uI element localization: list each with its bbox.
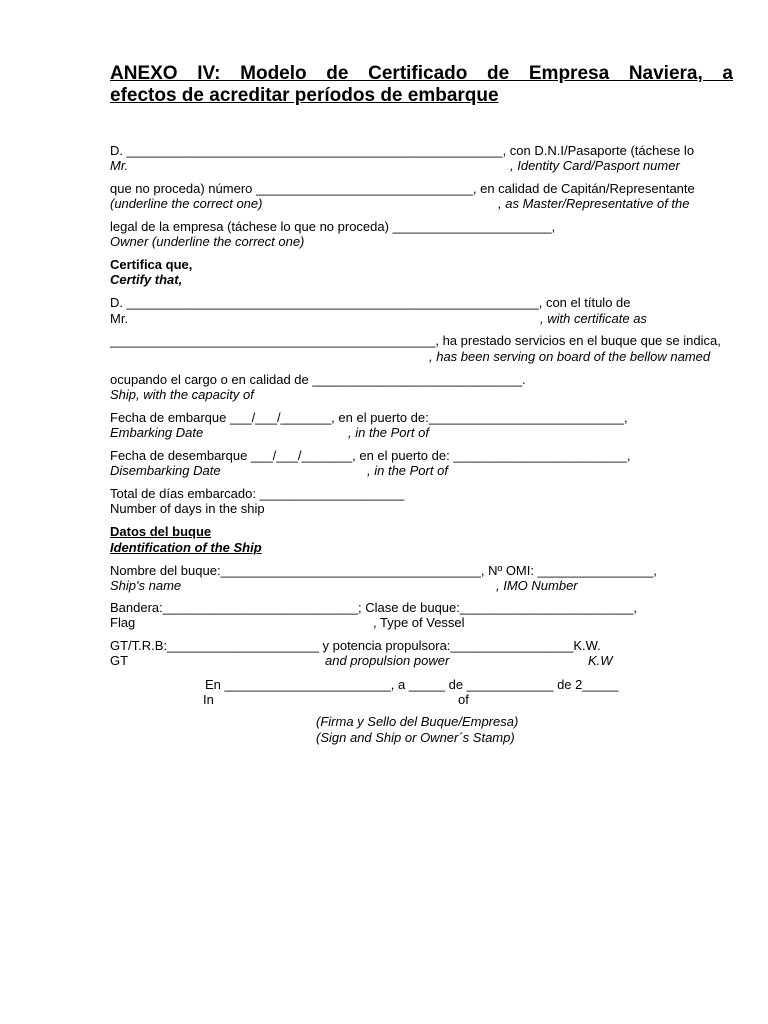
ship-identification-heading: Identification of the Ship: [110, 540, 262, 555]
field-type-english: , Type of Vessel: [373, 615, 465, 630]
field-cargo-spanish: ocupando el cargo o en calidad de _____________________________.: [110, 372, 526, 387]
field-total-dias: Total de días embarcado: ____________________: [110, 486, 405, 501]
field-disembarking-date-english: Disembarking Date: [110, 463, 221, 478]
field-servicios-spanish: _____________________________________________, ha prestado servicios en el buque que se indica,: [110, 333, 721, 348]
field-d-spanish: D. ____________________________________________________, con D.N.I/Pasaporte (táchese lo: [110, 143, 695, 158]
document-title-line-1: ANEXO IV: Modelo de Certificado de Empresa Naviera, a: [110, 63, 733, 84]
field-of-english: of: [458, 692, 469, 707]
field-en-fecha: En _______________________, a _____ de ____________ de 2_____: [205, 677, 619, 692]
field-capacity-english: Ship, with the capacity of: [110, 387, 254, 402]
field-master-english: , as Master/Representative of the: [498, 196, 690, 211]
field-id-english: , Identity Card/Pasport numer: [510, 158, 680, 173]
field-power-english: and propulsion power: [325, 653, 450, 668]
field-gt: GT/T.R.B:_____________________ y potencia propulsora:_________________K.W.: [110, 638, 601, 653]
field-gt-english: GT: [110, 653, 129, 668]
certifica-heading: Certifica que,: [110, 257, 193, 272]
field-serving-english: , has been serving on board of the bellow named: [429, 349, 711, 364]
field-in-english: In: [203, 692, 214, 707]
document-title-line-2: efectos de acreditar períodos de embarque: [110, 85, 499, 106]
field-kw-english: K.W: [588, 653, 613, 668]
field-underline-english: (underline the correct one): [110, 196, 263, 211]
field-embarking-port-english: , in the Port of: [348, 425, 429, 440]
signature-label-english: (Sign and Ship or Owner´s Stamp): [316, 730, 515, 745]
field-disembarking-port-english: , in the Port of: [367, 463, 448, 478]
field-ship-name-english: Ship's name: [110, 578, 182, 593]
field-bandera: Bandera:___________________________; Clase de buque:________________________,: [110, 600, 638, 615]
field-owner-english: Owner (underline the correct one): [110, 234, 305, 249]
field-fecha-embarque: Fecha de embarque ___/___/_______, en el puerto de:___________________________,: [110, 410, 628, 425]
field-flag-english: Flag: [110, 615, 136, 630]
field-certificate-english: , with certificate as: [540, 311, 647, 326]
field-mr-english: Mr.: [110, 158, 129, 173]
field-nombre-buque: Nombre del buque:____________________________________, Nº OMI: ________________,: [110, 563, 657, 578]
field-numero-spanish: que no proceda) número ______________________________, en calidad de Capitán/Representante: [110, 181, 695, 196]
field-fecha-desembarque: Fecha de desembarque ___/___/_______, en el puerto de: ________________________,: [110, 448, 631, 463]
field-total-days-english: Number of days in the ship: [110, 501, 265, 516]
field-legal-spanish: legal de la empresa (táchese lo que no proceda) ______________________,: [110, 219, 556, 234]
field-embarking-date-english: Embarking Date: [110, 425, 204, 440]
field-imo-english: , IMO Number: [496, 578, 578, 593]
certify-heading: Certify that,: [110, 272, 183, 287]
field-mr2-english: Mr.: [110, 311, 129, 326]
signature-label-spanish: (Firma y Sello del Buque/Empresa): [316, 714, 519, 729]
ship-data-heading: Datos del buque: [110, 524, 212, 539]
field-d2-spanish: D. _________________________________________________________, con el título de: [110, 295, 631, 310]
